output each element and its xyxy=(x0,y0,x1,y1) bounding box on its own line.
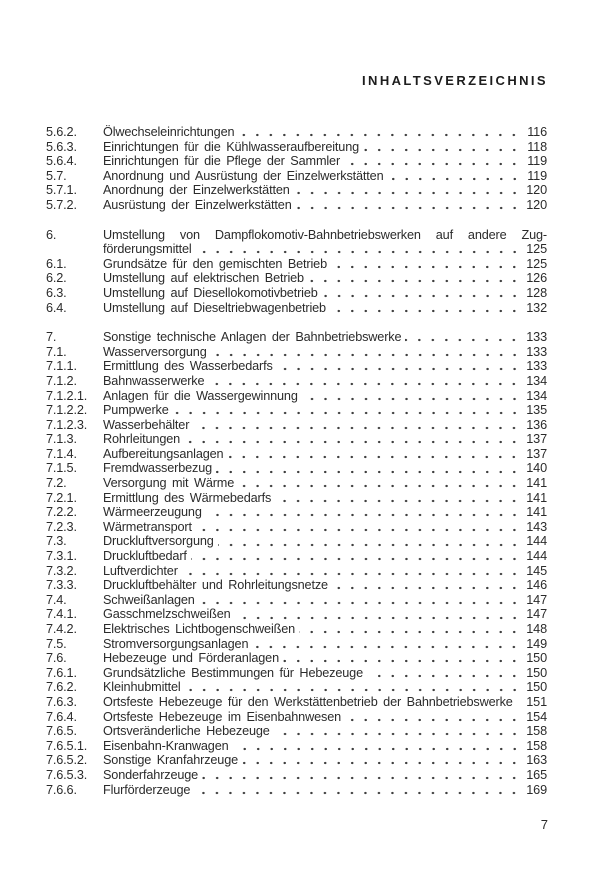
toc-entry xyxy=(46,724,547,739)
dot-leader xyxy=(211,345,523,360)
toc-entry xyxy=(46,622,547,637)
toc-entry-page: 141 xyxy=(526,476,547,491)
toc-entry xyxy=(46,505,547,520)
page-title: INHALTSVERZEICHNIS xyxy=(362,73,548,88)
toc-entry-page: 150 xyxy=(526,651,547,666)
toc-entry-page: 150 xyxy=(526,680,547,695)
toc-entry-number: 7.6.5.2. xyxy=(46,753,88,768)
dot-leader xyxy=(294,183,523,198)
toc-entry-title: Grundsätze für den gemischten Betrieb xyxy=(103,256,327,271)
toc-entry xyxy=(46,534,547,549)
dot-leader xyxy=(216,461,523,476)
toc-entry-number: 7.1.1. xyxy=(46,359,77,374)
toc-entry-page: 143 xyxy=(526,519,547,534)
toc-entry-title: Ermittlung des Wärmebedarfs xyxy=(103,490,272,505)
toc-entry-title: Luftverdichter xyxy=(103,563,178,578)
toc-section xyxy=(46,228,547,316)
toc-entry-page: 128 xyxy=(526,285,547,300)
toc-entry-number: 7.6.3. xyxy=(46,694,77,709)
toc-entry-title: Gasschmelzschweißen xyxy=(103,607,231,622)
toc-entry-page: 134 xyxy=(526,388,547,403)
toc-entry-number: 7.1. xyxy=(46,344,67,359)
toc-entry-title: Stromversorgungsanlagen xyxy=(103,636,249,651)
toc-entry-page: 116 xyxy=(527,125,547,139)
toc-entry-title: Kleinhubmittel xyxy=(103,680,181,695)
dot-leader xyxy=(322,286,523,301)
toc-entry-page: 132 xyxy=(526,300,547,315)
toc-entry-number: 7.2.2. xyxy=(46,505,77,520)
toc-entry-page: 140 xyxy=(526,461,547,476)
toc-entry-number: 7.1.3. xyxy=(46,432,77,447)
toc-entry xyxy=(46,447,547,462)
toc-entry-number: 5.6.2. xyxy=(46,125,77,139)
toc-entry xyxy=(46,140,547,155)
dot-leader xyxy=(227,447,523,462)
dot-leader xyxy=(283,651,523,666)
toc-entry-title: Schweißanlagen xyxy=(103,592,195,607)
toc-entry xyxy=(46,680,547,695)
toc-entry-title: Umstellung auf elektrischen Betrieb xyxy=(103,271,304,286)
dot-leader xyxy=(238,476,523,491)
toc-entry-number: 7.5. xyxy=(46,636,67,651)
toc-entry-page: 125 xyxy=(526,242,547,257)
dot-leader xyxy=(252,637,523,652)
toc-entry-page: 149 xyxy=(526,636,547,651)
toc-entry-page: 150 xyxy=(526,665,547,680)
dot-leader xyxy=(196,520,523,535)
toc-entry-title: Umstellung auf Diesellokomotivbetrieb xyxy=(103,285,318,300)
toc-entry-page: 158 xyxy=(526,738,547,753)
toc-entry-title: Wasserversorgung xyxy=(103,344,207,359)
dot-leader xyxy=(233,739,523,754)
toc xyxy=(46,125,547,797)
toc-entry-title: Anordnung und Ausrüstung der Einzelwerkstätten xyxy=(103,168,384,183)
toc-entry-page: 169 xyxy=(526,782,547,797)
toc-entry-page: 145 xyxy=(526,563,547,578)
dot-leader xyxy=(332,578,523,593)
toc-entry xyxy=(46,783,547,798)
toc-entry xyxy=(46,637,547,652)
toc-entry-title: Pumpwerke xyxy=(103,403,169,418)
toc-entry-number: 6. xyxy=(46,227,57,242)
toc-entry-title: förderungsmittel xyxy=(103,242,192,257)
dot-leader xyxy=(191,549,523,564)
toc-entry-number: 7.1.2.3. xyxy=(46,417,88,432)
toc-entry xyxy=(46,389,547,404)
toc-entry xyxy=(46,520,547,535)
toc-entry xyxy=(46,461,547,476)
toc-entry xyxy=(46,607,547,622)
toc-entry-title: Ermittlung des Wasserbedarfs xyxy=(103,359,273,374)
toc-entry xyxy=(46,330,547,345)
toc-entry xyxy=(46,271,547,286)
dot-leader xyxy=(345,710,523,725)
toc-entry-title: Grundsätzliche Bestimmungen für Hebezeuge xyxy=(103,665,363,680)
toc-section xyxy=(46,330,547,797)
toc-section xyxy=(46,125,547,213)
dot-leader xyxy=(367,666,523,681)
toc-entry-number: 6.3. xyxy=(46,285,67,300)
toc-entry-number: 5.7.1. xyxy=(46,183,77,198)
toc-entry-number: 7.1.2.2. xyxy=(46,403,88,418)
toc-entry-page: 133 xyxy=(526,330,547,345)
toc-entry-page: 148 xyxy=(526,622,547,636)
toc-entry-number: 7.2. xyxy=(46,476,67,491)
dot-leader xyxy=(388,169,524,184)
toc-entry-number: 7.4. xyxy=(46,592,67,607)
dot-leader xyxy=(331,257,523,272)
toc-entry-number: 7.4.2. xyxy=(46,622,77,636)
toc-entry xyxy=(46,286,547,301)
toc-entry-number: 7.3.2. xyxy=(46,563,77,578)
toc-entry-number: 7. xyxy=(46,330,57,345)
toc-entry-page: 158 xyxy=(526,724,547,739)
toc-entry-number: 7.6. xyxy=(46,651,67,666)
dot-leader xyxy=(202,768,523,783)
toc-entry-number: 7.1.2.1. xyxy=(46,388,88,403)
toc-entry-title: Einrichtungen für die Kühlwasseraufbereitung xyxy=(103,139,360,154)
toc-entry-page: 133 xyxy=(526,344,547,359)
toc-entry-title: Ölwechseleinrichtungen xyxy=(103,125,235,139)
toc-entry-title: Hebezeuge und Förderanlagen xyxy=(103,651,279,666)
toc-entry-page: 133 xyxy=(526,359,547,374)
dot-leader xyxy=(196,242,523,257)
toc-entry-page: 163 xyxy=(526,753,547,768)
toc-entry-title: Ausrüstung der Einzelwerkstätten xyxy=(103,197,292,212)
toc-entry xyxy=(46,125,547,140)
dot-leader xyxy=(302,389,523,404)
dot-leader xyxy=(275,491,523,506)
toc-entry xyxy=(46,169,547,184)
toc-entry-number: 7.6.5.1. xyxy=(46,738,88,753)
toc-entry xyxy=(46,564,547,579)
page-number: 7 xyxy=(540,817,548,832)
toc-entry-page: 165 xyxy=(526,767,547,782)
toc-entry xyxy=(46,198,547,213)
toc-entry xyxy=(46,491,547,506)
toc-entry-number: 6.1. xyxy=(46,256,67,271)
toc-entry-page: 135 xyxy=(526,403,547,418)
toc-entry-number: 7.2.1. xyxy=(46,490,77,505)
toc-entry-number: 7.6.5. xyxy=(46,724,77,739)
toc-entry xyxy=(46,651,547,666)
toc-entry-number: 5.6.4. xyxy=(46,154,77,169)
toc-entry-title: Flurförderzeuge xyxy=(103,782,191,797)
toc-entry-page: 125 xyxy=(526,256,547,271)
toc-entry xyxy=(46,418,547,433)
toc-entry-number: 7.6.2. xyxy=(46,680,77,695)
toc-entry-title: Elektrisches Lichtbogenschweißen xyxy=(103,622,296,636)
toc-entry-title: Ortsfeste Hebezeuge im Eisenbahnwesen xyxy=(103,709,342,724)
toc-entry-title: Druckluftbedarf xyxy=(103,549,187,564)
toc-entry-page: 137 xyxy=(526,432,547,447)
toc-entry-page: 119 xyxy=(527,154,547,169)
toc-entry xyxy=(46,257,547,272)
toc-entry xyxy=(46,183,547,198)
toc-entry xyxy=(46,753,547,768)
toc-entry xyxy=(46,739,547,754)
toc-entry-title: Einrichtungen für die Pflege der Sammler xyxy=(103,154,341,169)
toc-entry xyxy=(46,578,547,593)
toc-entry-title: Fremdwasserbezug xyxy=(103,461,213,476)
toc-entry xyxy=(46,154,547,169)
dot-leader xyxy=(193,418,523,433)
toc-entry-title: Druckluftversorgung xyxy=(103,534,214,549)
toc-entry-number: 5.7. xyxy=(46,168,67,183)
toc-entry-page: 120 xyxy=(526,183,547,198)
toc-entry-page: 119 xyxy=(527,168,547,183)
toc-entry-title: Versorgung mit Wärme xyxy=(103,476,235,491)
dot-leader xyxy=(274,724,523,739)
toc-entry-page: 147 xyxy=(526,592,547,607)
toc-entry-page: 136 xyxy=(526,417,547,432)
dot-leader xyxy=(330,301,523,316)
toc-entry-number: 5.6.3. xyxy=(46,139,77,154)
toc-entry-number: 7.1.5. xyxy=(46,461,77,476)
toc-entry-title: Ortsfeste Hebezeuge für den Werkstättenbetrieb der Bahnbetriebswerke xyxy=(103,694,513,709)
toc-entry xyxy=(46,403,547,418)
toc-entry-number: 7.3.3. xyxy=(46,578,77,593)
toc-entry-title: Umstellung auf Dieseltriebwagenbetrieb xyxy=(103,300,326,315)
toc-entry-page: 154 xyxy=(526,709,547,724)
toc-entry-page: 137 xyxy=(526,446,547,461)
toc-entry-number: 7.6.6. xyxy=(46,782,77,797)
toc-entry-page: 120 xyxy=(526,197,547,212)
dot-leader xyxy=(238,125,523,140)
toc-entry xyxy=(46,476,547,491)
toc-entry-number: 7.2.3. xyxy=(46,519,77,534)
toc-entry-number: 7.1.2. xyxy=(46,373,77,388)
toc-entry-title: Anordnung der Einzelwerkstätten xyxy=(103,183,290,198)
toc-entry-number: 7.6.1. xyxy=(46,665,77,680)
toc-entry-number: 7.6.4. xyxy=(46,709,77,724)
toc-entry xyxy=(46,228,547,243)
toc-entry-title: Wärmeerzeugung xyxy=(103,505,202,520)
dot-leader xyxy=(208,374,523,389)
toc-entry-page: 151 xyxy=(526,694,547,709)
dot-leader xyxy=(308,271,523,286)
toc-entry-number: 7.6.5.3. xyxy=(46,767,88,782)
toc-entry-page: 141 xyxy=(526,490,547,505)
toc-entry-title: Sonstige Kranfahrzeuge xyxy=(103,753,239,768)
dot-leader xyxy=(299,622,523,637)
dot-leader xyxy=(182,564,523,579)
toc-entry-title: Sonstige technische Anlagen der Bahnbetriebswerke xyxy=(103,330,402,345)
dot-leader xyxy=(277,359,523,374)
toc-entry xyxy=(46,242,547,257)
toc-entry-title: Wärmetransport xyxy=(103,519,192,534)
toc-entry-page: 146 xyxy=(526,578,547,593)
dot-leader xyxy=(184,432,523,447)
toc-entry xyxy=(46,345,547,360)
toc-entry-number: 7.3.1. xyxy=(46,549,77,564)
toc-entry-number: 6.2. xyxy=(46,271,67,286)
dot-leader xyxy=(173,403,523,418)
toc-entry xyxy=(46,374,547,389)
toc-entry-number: 7.4.1. xyxy=(46,607,77,622)
toc-entry-title: Wasserbehälter xyxy=(103,417,190,432)
dot-leader xyxy=(242,753,523,768)
dot-leader xyxy=(199,593,523,608)
toc-entry-title: Aufbereitungsanlagen xyxy=(103,446,224,461)
toc-entry-page: 141 xyxy=(526,505,547,520)
toc-entry xyxy=(46,432,547,447)
dot-leader xyxy=(185,680,523,695)
toc-entry xyxy=(46,359,547,374)
toc-entry-page: 144 xyxy=(526,549,547,564)
toc-entry-title: Bahnwasserwerke xyxy=(103,373,205,388)
toc-entry-title: Anlagen für die Wassergewinnung xyxy=(103,388,298,403)
dot-leader xyxy=(194,783,523,798)
toc-entry-title: Druckluftbehälter und Rohrleitungsnetze xyxy=(103,578,328,593)
dot-leader xyxy=(206,505,523,520)
dot-leader xyxy=(344,154,523,169)
toc-entry xyxy=(46,549,547,564)
toc-entry-page: 118 xyxy=(527,139,547,154)
toc-entry xyxy=(46,666,547,681)
toc-entry-title: Rohrleitungen xyxy=(103,432,181,447)
toc-entry xyxy=(46,301,547,316)
toc-entry xyxy=(46,695,547,710)
toc-entry-title: Umstellung von Dampflokomotiv-Bahnbetriebswerken auf andere Zug- xyxy=(103,227,547,242)
dot-leader xyxy=(235,607,523,622)
toc-entry xyxy=(46,710,547,725)
toc-entry-title: Eisenbahn-Kranwagen xyxy=(103,738,229,753)
toc-entry-number: 7.3. xyxy=(46,534,67,549)
dot-leader xyxy=(296,198,523,213)
toc-entry-page: 147 xyxy=(526,607,547,622)
toc-entry-number: 6.4. xyxy=(46,300,67,315)
dot-leader xyxy=(517,695,523,710)
toc-entry xyxy=(46,768,547,783)
toc-entry-page: 134 xyxy=(526,373,547,388)
toc-entry-page: 126 xyxy=(526,271,547,286)
toc-entry-title: Ortsveränderliche Hebezeuge xyxy=(103,724,270,739)
toc-entry-number: 7.1.4. xyxy=(46,446,77,461)
toc-entry-title: Sonderfahrzeuge xyxy=(103,767,199,782)
dot-leader xyxy=(405,330,523,345)
toc-entry-number: 5.7.2. xyxy=(46,197,77,212)
dot-leader xyxy=(218,534,523,549)
dot-leader xyxy=(363,140,523,155)
toc-entry-page: 144 xyxy=(526,534,547,549)
toc-entry xyxy=(46,593,547,608)
